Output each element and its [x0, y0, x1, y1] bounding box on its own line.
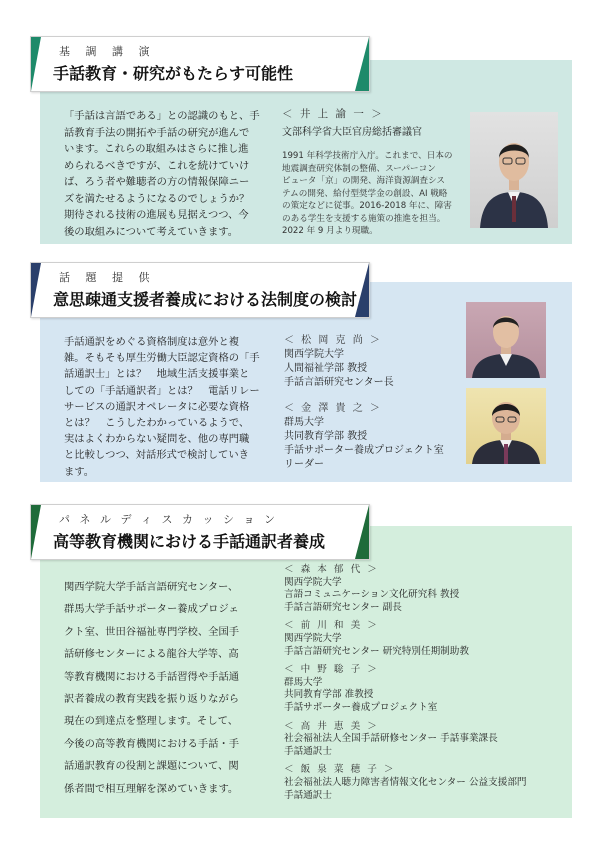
speaker-name: ＜ 松 岡 克 尚 ＞ [284, 335, 382, 346]
section3-desc-line: 話通訳教育の役割と課題について、関 [64, 760, 239, 773]
panelist-name: ＜ 中 野 聡 子 ＞ [284, 664, 379, 676]
speaker-photo-inoue [470, 112, 558, 228]
panelist-takai [284, 721, 564, 759]
affiliation-line: リーダー [284, 459, 324, 470]
affiliation-line: 社会福祉法人全国手話研修センター 手話事業課長 [284, 733, 498, 745]
panelist-morimoto [284, 564, 564, 614]
section2-title: 意思疎通支援者養成における法制度の検討 [53, 290, 358, 309]
section3-desc-line: 等教育機関における手話習得や手話通 [64, 670, 240, 683]
section3-desc-line: 係者間で相互理解を深めていきます。 [64, 782, 239, 795]
section3-desc-line: 現在の到達点を整理します。そして、 [64, 715, 239, 728]
section1-title: 手話教育・研究がもたらす可能性 [53, 64, 294, 83]
section2-desc-line: 実はよくわからない疑問を、他の専門職 [64, 433, 250, 446]
section2-desc-line: とは？ こうしたわかっているようで、 [64, 417, 250, 430]
section2-label: 話 題 提 供 [59, 271, 156, 284]
bio-line: 2022 年 9 月より現職。 [282, 226, 378, 236]
section1-header [30, 36, 370, 92]
section2-desc-line: ます。 [64, 465, 95, 478]
panelist-name: ＜ 高 井 恵 美 ＞ [284, 720, 379, 732]
affiliation-line: 手話言語研究センター 研究特別任期制助教 [284, 645, 469, 657]
section3-label: パ ネ ル デ ィ ス カ ッ シ ョ ン [59, 513, 278, 526]
panelist-name: ＜ 飯 泉 菜 穂 子 ＞ [284, 764, 396, 776]
affiliation-line: 群馬大学 [284, 676, 323, 688]
section2-desc-line: 雑。そもそも厚生労働大臣認定資格の「手 [64, 352, 260, 365]
speaker-affiliation: 文部科学省大臣官房総括審議官 [282, 127, 422, 138]
affiliation-line: 群馬大学 [284, 417, 324, 428]
affiliation-line: 手話通訳士 [284, 789, 332, 801]
speaker-photo-matsuoka [466, 302, 546, 378]
section2-desc-line: サービスの通訳オペレータに必要な資格 [64, 400, 250, 413]
section3-description [64, 576, 264, 800]
section1-stripe-right [355, 37, 369, 91]
section2-description [64, 334, 264, 480]
section1-desc-line: 期待される技術の進展も見据えつつ、今 [64, 209, 249, 221]
section1-description [64, 108, 264, 240]
section2-stripe-right [355, 263, 369, 317]
section2-desc-line: と比較しつつ、対話形式で検討していき [64, 449, 249, 462]
section1-desc-line: ば、ろう者や難聴者の方の情報保障ニー [64, 176, 250, 188]
section3-header [30, 504, 370, 560]
section2-speaker-matsuoka [284, 334, 464, 390]
affiliation-line: 言語コミュニケーション文化研究科 教授 [284, 589, 460, 601]
affiliation-line: 人間福祉学部 教授 [284, 363, 368, 374]
section1-desc-line: 「手話は言語である」との認識のもと、手 [64, 110, 260, 122]
section2-desc-line: 話通訳士」とは？ 地域生活支援事業と [64, 368, 250, 381]
bio-line: のある学生を支援する施策の推進を担当。 [282, 213, 446, 224]
section1-stripe [31, 37, 41, 91]
panelist-iizumi [284, 764, 564, 802]
speaker-photo-kanazawa [466, 388, 546, 464]
section3-title: 高等教育機関における手話通訳者養成 [53, 532, 326, 551]
section2-desc-line: しての「手話通訳者」とは？ 電話リレー [64, 384, 260, 397]
section1-desc-line: められるべきですが、これを続けていけ [64, 159, 250, 172]
section3-stripe [31, 505, 41, 559]
section2-desc-line: 手話通訳をめぐる資格制度は意外と複 [64, 336, 240, 348]
panelist-name: ＜ 前 川 和 美 ＞ [284, 620, 379, 632]
bio-line: ピュータ「京」の開発、海洋資源調査シス [282, 176, 446, 186]
speaker-bio [282, 150, 472, 238]
speaker-name: ＜ 井 上 諭 一 ＞ [282, 108, 384, 120]
section1-desc-line: 話教育手法の開拓や手話の研究が進んで [64, 126, 250, 139]
affiliation-line: 手話サポーター養成プロジェクト室 [284, 445, 444, 456]
affiliation-line: 共同教育学部 准教授 [284, 689, 374, 701]
section1-desc-line: ズを満たせるようになるのでしょうか？ [64, 192, 250, 205]
affiliation-line: 関西学院大学 [284, 349, 344, 360]
affiliation-line: 手話通訳士 [284, 745, 332, 757]
speaker-name: ＜ 金 澤 貴 之 ＞ [284, 403, 382, 414]
section3-desc-line: 群馬大学手話サポーター養成プロジェ [64, 603, 239, 616]
section3-desc-line: 話研修センターによる龍谷大学等、高 [64, 648, 239, 661]
bio-line: テムの開発、給付型奨学金の創設、AI 戦略 [282, 188, 448, 199]
section1-desc-line: います。これらの取組みはさらに推し進 [64, 143, 249, 155]
affiliation-line: 関西学院大学 [284, 576, 342, 588]
section2-header [30, 262, 370, 318]
section1-label: 基 調 講 演 [59, 45, 156, 58]
bio-line: 地震調査研究体制の整備、スーパーコン [282, 163, 436, 174]
affiliation-line: 関西学院大学 [284, 632, 342, 644]
affiliation-line: 手話言語研究センター 副長 [284, 601, 402, 613]
section3-panelists [284, 564, 564, 802]
affiliation-line: 手話サポーター養成プロジェクト室 [284, 701, 438, 713]
affiliation-line: 共同教育学部 教授 [284, 431, 368, 442]
section2-speaker-kanazawa [284, 402, 464, 472]
panelist-nakano [284, 664, 564, 714]
bio-line: 1991 年科学技術庁入庁。これまで、日本の [282, 151, 453, 161]
section1-speaker [282, 106, 472, 238]
section3-desc-line: 訳者養成の教育実践を振り返りながら [64, 693, 240, 706]
section3-desc-line: クト室、世田谷福祉専門学校、全国手 [64, 625, 240, 638]
section2-stripe [31, 263, 41, 317]
affiliation-line: 手話言語研究センター長 [284, 377, 394, 388]
bio-line: の策定などに従事。2016-2018 年に、障害 [282, 201, 452, 211]
panelist-maekawa [284, 620, 564, 658]
panelist-name: ＜ 森 本 郁 代 ＞ [284, 564, 379, 575]
section3-desc-line: 今後の高等教育機関における手話・手 [64, 737, 240, 750]
section3-desc-line: 関西学院大学手話言語研究センター、 [64, 581, 239, 593]
section1-desc-line: 後の取組みについて考えていきます。 [64, 225, 239, 238]
section3-stripe-right [355, 505, 369, 559]
affiliation-line: 社会福祉法人聴力障害者情報文化センター 公益支援部門 [284, 776, 527, 788]
